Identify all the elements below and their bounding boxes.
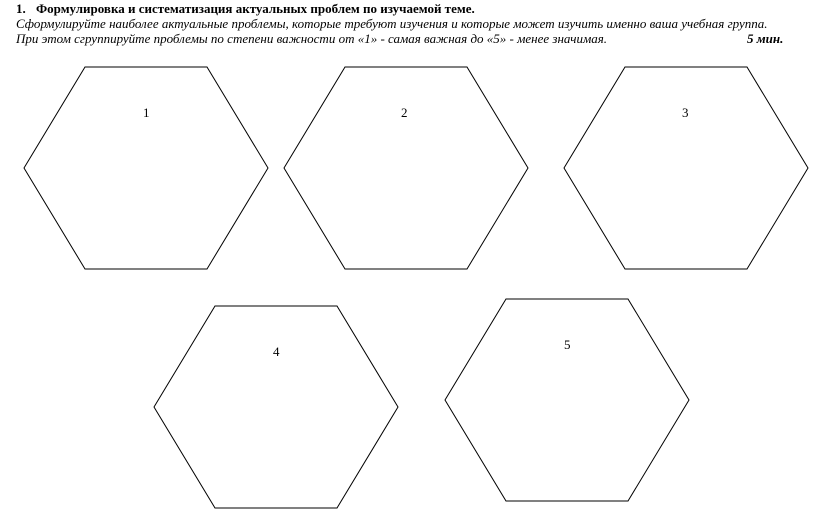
time-limit: 5 мин.: [747, 31, 784, 46]
instruction-line-2: При этом сгруппируйте проблемы по степени важности от «1» - самая важная до «5» - менее значимая.: [16, 31, 608, 46]
hexagon-4[interactable]: [154, 306, 398, 508]
hexagon-3-label: 3: [682, 105, 689, 120]
hexagon-3-shape: [564, 67, 808, 269]
task-number: 1.: [16, 1, 26, 16]
task-title: Формулировка и систематизация актуальных проблем по изучаемой теме.: [36, 1, 475, 16]
hexagon-1-label: 1: [143, 105, 150, 120]
hexagon-2-label: 2: [401, 105, 408, 120]
hexagon-1-shape: [24, 67, 268, 269]
hexagon-5-label: 5: [564, 337, 571, 352]
hexagon-5[interactable]: [445, 299, 689, 501]
hexagon-4-shape: [154, 306, 398, 508]
hexagon-4-label: 4: [273, 344, 280, 359]
hexagon-3[interactable]: [564, 67, 808, 269]
instruction-line-1: Сформулируйте наиболее актуальные проблемы, которые требуют изучения и которые может изучить именно ваша учебная группа.: [16, 16, 768, 31]
hexagon-1[interactable]: [24, 67, 268, 269]
hexagon-2[interactable]: [284, 67, 528, 269]
hexagon-2-shape: [284, 67, 528, 269]
hexagon-5-shape: [445, 299, 689, 501]
